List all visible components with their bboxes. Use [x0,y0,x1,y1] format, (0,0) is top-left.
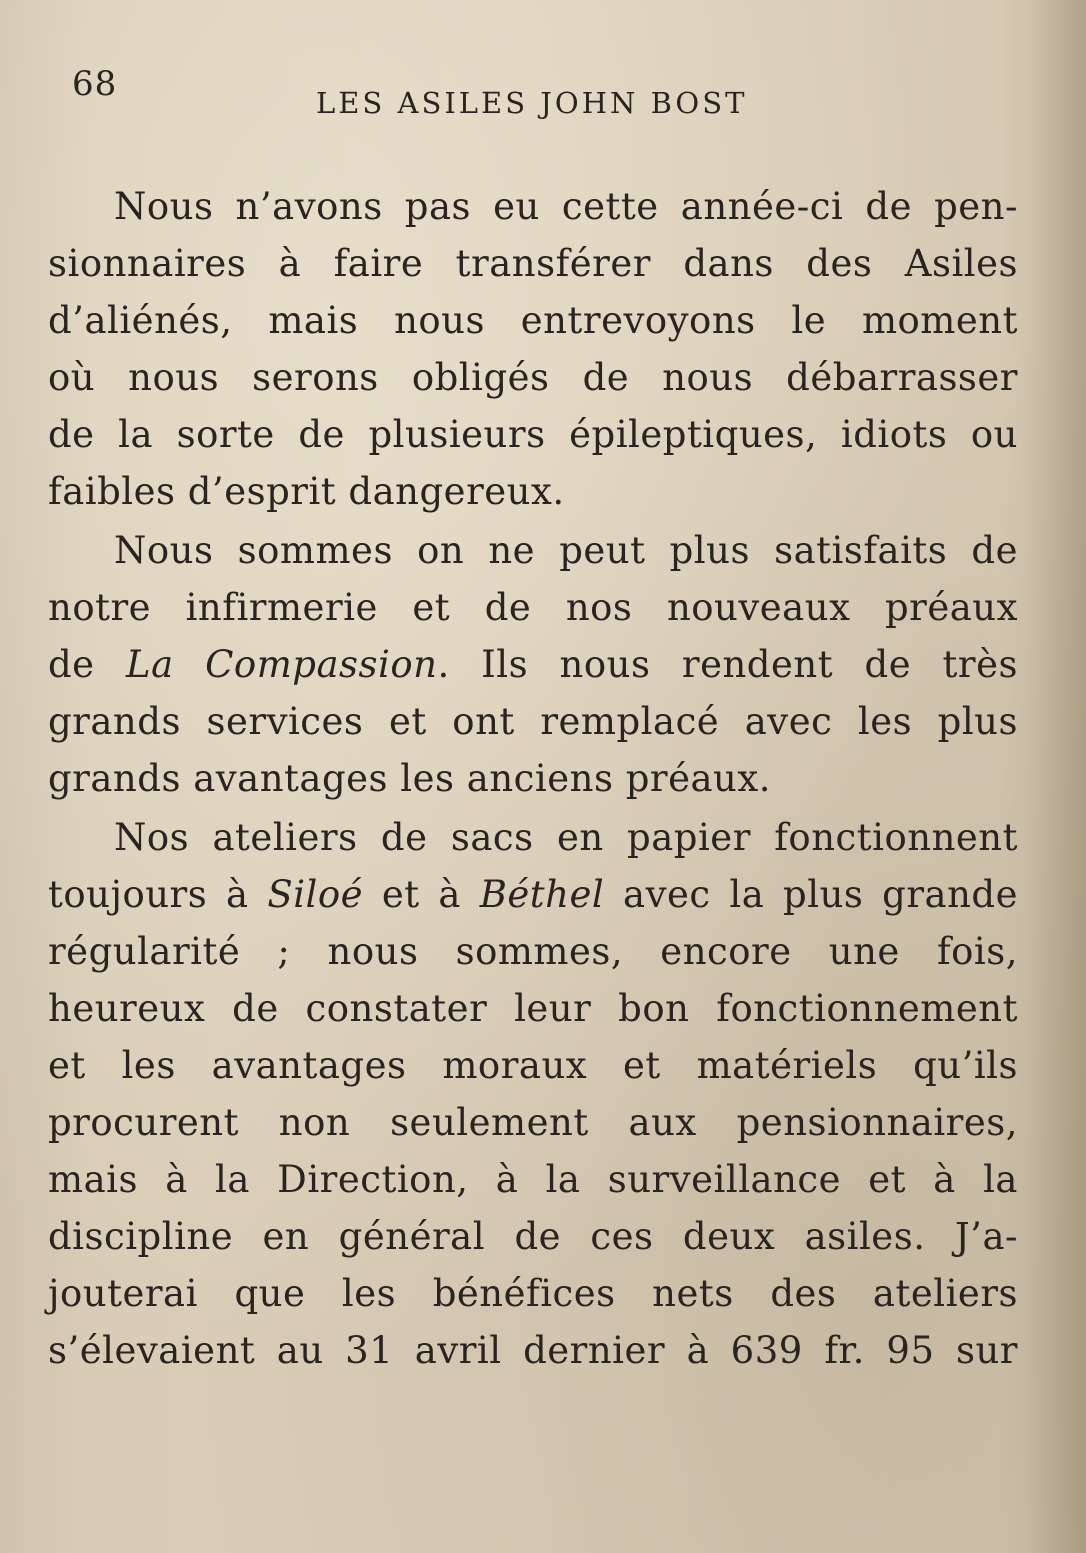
text-line [48,636,1018,693]
text-line: et les avantages moraux et matériels qu’ils [48,1044,1018,1087]
text-line: Nos ateliers de sacs en papier fonctionnent [114,816,1018,859]
body-text [48,178,1018,1379]
text-segment: toujours à [48,873,268,916]
text-line: sionnaires à faire transférer dans des Asiles [48,242,1018,285]
paragraph-3 [48,809,1018,1379]
text-line: d’aliénés, mais nous entrevoyons le moment [48,299,1018,342]
text-segment: avec la plus grande [604,873,1019,916]
text-line: discipline en général de ces deux asiles. J’a- [48,1215,1018,1258]
text-line: procurent non seulement aux pensionnaires, [48,1101,1018,1144]
italic-place-name: Siloé [267,873,364,916]
text-line: notre infirmerie et de nos nouveaux préaux [48,586,1018,629]
text-line [48,866,1018,923]
text-line: mais à la Direction, à la surveillance et à la [48,1158,1018,1201]
paragraph-1 [48,178,1018,520]
text-line: Nous sommes on ne peut plus satisfaits de [114,529,1018,572]
text-segment: de [48,643,127,686]
page-number: 68 [72,64,118,104]
text-segment: . Ils nous rendent de très [437,643,1018,686]
text-line: heureux de constater leur bon fonctionnement [48,987,1018,1030]
italic-place-name: Béthel [479,873,605,916]
text-segment: et à [363,873,480,916]
italic-title: La Compassion [126,643,438,686]
text-line: régularité ; nous sommes, encore une fois, [48,930,1018,973]
text-line: grands services et ont remplacé avec les plus [48,700,1018,743]
text-line: jouterai que les bénéfices nets des ateliers [48,1272,1018,1315]
page-edge-shadow [1026,0,1086,1553]
paragraph-2 [48,522,1018,807]
text-line: faibles d’esprit dangereux. [48,470,565,513]
running-title: LES ASILES JOHN BOST [316,86,748,120]
text-line: s’élevaient au 31 avril dernier à 639 fr. 95 sur [48,1329,1018,1372]
text-line: de la sorte de plusieurs épileptiques, idiots ou [48,413,1018,456]
text-line: grands avantages les anciens préaux. [48,757,771,800]
text-line: où nous serons obligés de nous débarrasser [48,356,1018,399]
text-line: Nous n’avons pas eu cette année-ci de pen- [114,185,1018,228]
